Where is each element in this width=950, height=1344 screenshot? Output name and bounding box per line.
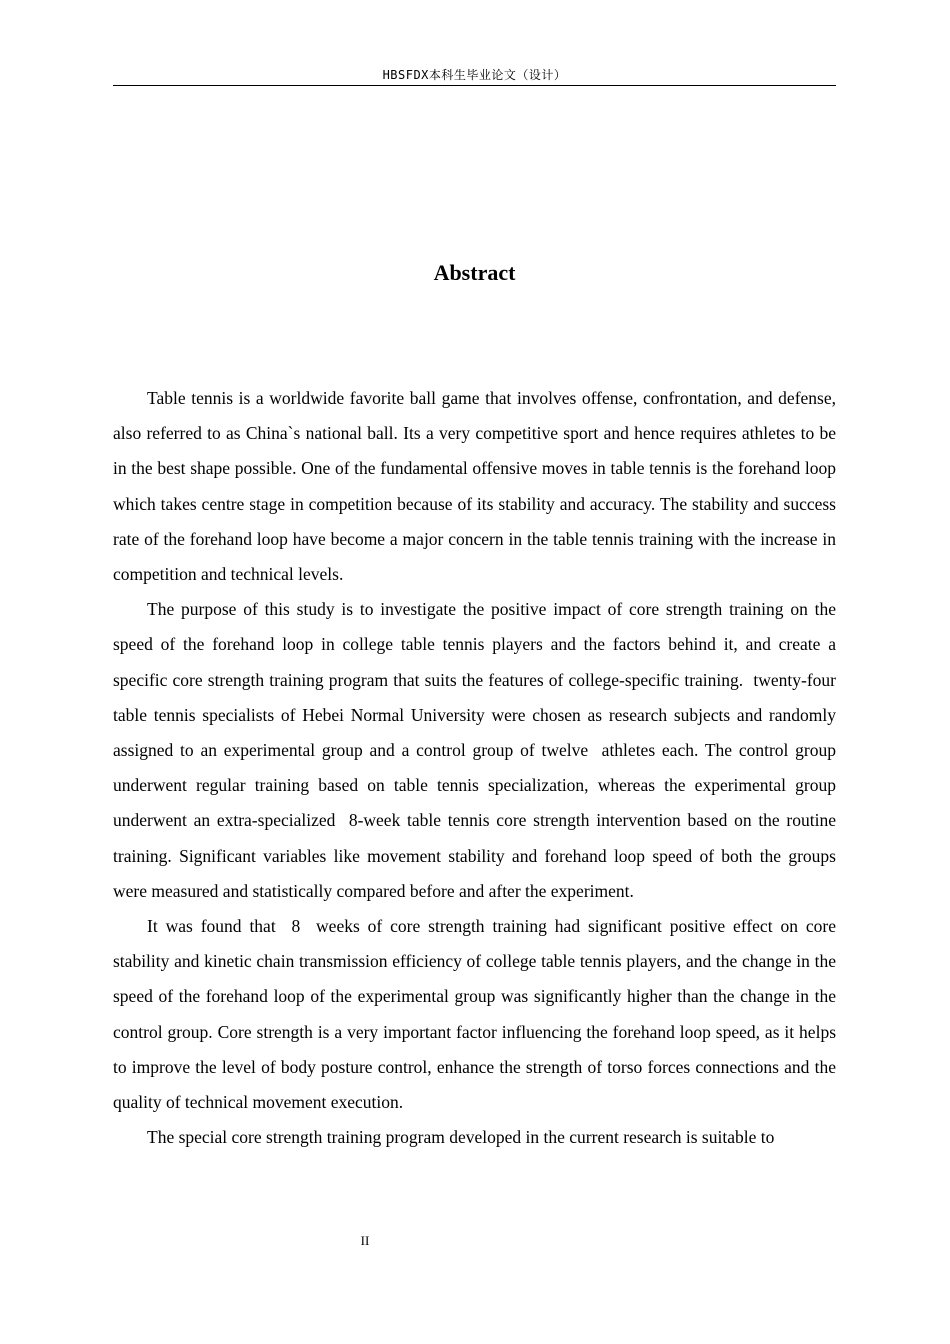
header-rule xyxy=(113,85,836,86)
running-header: HBSFDX本科生毕业论文（设计） xyxy=(382,68,567,82)
abstract-paragraph-4: The special core strength training program developed in the current research is suitable to xyxy=(147,1127,775,1148)
page-number: II xyxy=(360,1233,370,1248)
abstract-paragraph-2: The purpose of this study is to investigate the positive impact of core strength training on the speed of the forehand loop in college table tennis players and the factors behind it, and create a specific core strength training program that suits the features of college-specific training. twenty-four table tennis specialists of Hebei Normal University were chosen as research subjects and randomly assigned to an experimental group and a control group of twelve athletes each. The control group underwent regular training based on table tennis specialization, whereas the experimental group underwent an extra-specialized 8-week table tennis core strength intervention based on the routine training. Significant variables like movement stability and forehand loop speed of both the groups were measured and statistically compared before and after the experiment. xyxy=(113,599,845,901)
abstract-title: Abstract xyxy=(433,260,516,285)
abstract-paragraph-3: It was found that 8 weeks of core strength training had significant positive effect on core stability and kinetic chain transmission efficiency of college table tennis players, and the change in the speed of the forehand loop of the experimental group was significantly higher than the change in the control group. Core strength is a very important factor influencing the forehand loop speed, as it helps to improve the level of body posture control, enhance the strength of torso forces connections and the quality of technical movement execution. xyxy=(113,916,841,1113)
abstract-body xyxy=(113,381,845,1155)
abstract-paragraph-1: Table tennis is a worldwide favorite ball game that involves offense, confrontation, and defense, also referred to as China`s national ball. Its a very competitive sport and hence requires athletes to be in the best shape possible. One of the fundamental offensive moves in table tennis is the forehand loop which takes centre stage in competition because of its stability and accuracy. The stability and success rate of the forehand loop have become a major concern in the table tennis training with the increase in competition and technical levels. xyxy=(113,388,841,585)
